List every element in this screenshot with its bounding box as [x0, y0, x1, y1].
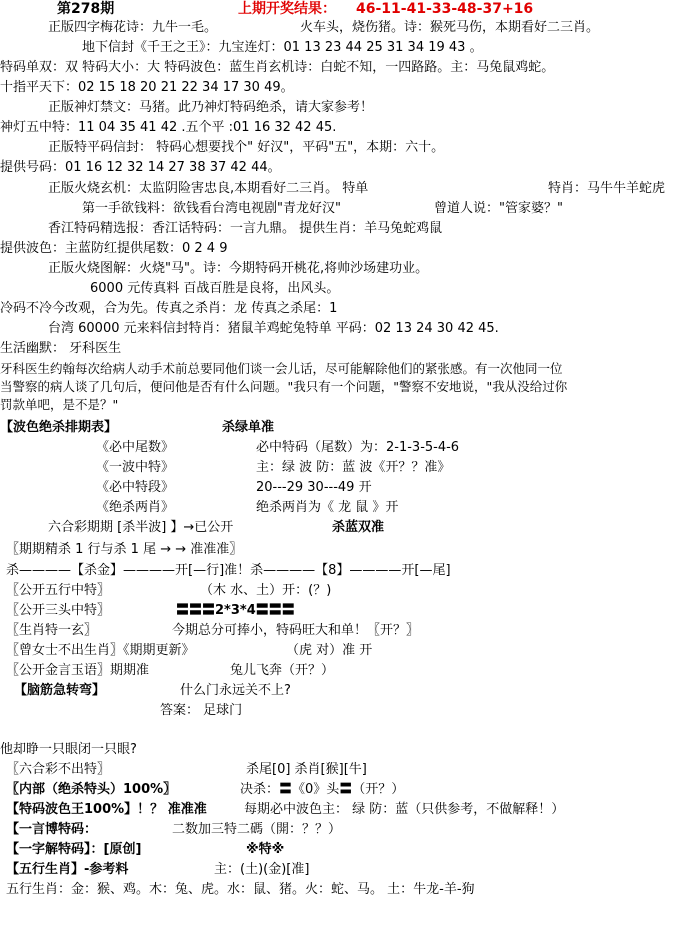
text-line: 火车头，烧伤猪。诗：猴死马伤，本期看好二三肖。 [300, 20, 600, 35]
table-cell: 〖公开三头中特〗 [6, 603, 111, 618]
text-line: 五行生肖：金：猴、鸡。木：兔、虎。水：鼠、猪。火：蛇、马。 土：牛龙-羊-狗 [6, 882, 475, 897]
result-numbers: 46-11-41-33-48-37+16 [356, 1, 534, 17]
result-label: 上期开奖结果： [238, 1, 336, 17]
text-line: 正版火烧玄机：太监阴险害忠良,本期看好二三肖。 特单 [48, 181, 369, 196]
table-row: 〖期期精杀 1 行与杀 1 尾 → → 准准准〗 [6, 542, 243, 557]
text-line: 〖内部（绝杀特头）100%〗 [6, 782, 177, 797]
table-cell: 《一波中特》 [96, 460, 175, 475]
text-line: 地下信封《千王之王》：九宝连灯：01 13 23 44 25 31 34 19 43 。 [82, 40, 483, 55]
table-cell: 《必中尾数》 [96, 440, 175, 455]
text-line: 【五行生肖】-参考料 [6, 862, 129, 877]
text-line: 生活幽默： 牙科医生 [0, 341, 122, 356]
table-cell: 【脑筋急转弯】 [14, 683, 106, 698]
text-line: 二数加三特二碼（開：？？） [172, 822, 342, 837]
issue-number: 第278期 [57, 1, 115, 17]
text-line: 神灯五中特：11 04 35 41 42 .五个平 :01 16 32 42 45. [0, 120, 337, 135]
text-line: 【一字解特码】：[原创] [6, 842, 142, 857]
table-cell: 兔儿飞奔（开？） [230, 663, 335, 678]
text-line: 主：(土)(金)[准] [214, 862, 310, 877]
table-cell: 六合彩期期 [杀半波] 】→已公开 [48, 520, 234, 535]
text-line: 提供号码：01 16 12 32 14 27 38 37 42 44。 [0, 160, 281, 175]
text-line: 特肖：马牛牛羊蛇虎 [548, 181, 666, 196]
text-line: 〖六合彩不出特〗 [6, 762, 111, 777]
table-cell: 《绝杀两肖》 [96, 500, 175, 515]
text-line: 台湾 60000 元来料信封特肖：猪鼠羊鸡蛇兔特单 平码：02 13 24 30 42 45. [48, 321, 499, 336]
text-line: 冷码不冷今改观，合为先。传真之杀肖：龙 传真之杀尾：1 [0, 301, 338, 316]
text-line: 正版火烧图解：火烧"马"。诗：今期特码开桃花,将帅沙场建功业。 [48, 261, 429, 276]
table-title: 【波色绝杀排期表】 [0, 420, 118, 435]
table-cell: 答案： 足球门 [160, 703, 243, 718]
text-line: 曾道人说："管家婆？" [434, 201, 563, 216]
table-cell: 《必中特段》 [96, 480, 175, 495]
table-row: 杀————【杀金】————开[—行]准！杀————【8】————开[—尾] [6, 563, 451, 578]
table-cell: 20---29 30---49 开 [256, 480, 372, 495]
text-line: 决杀：〓《0》头〓（开？） [240, 782, 405, 797]
table-cell: 必中特码（尾数）为：2-1-3-5-4-6 [256, 440, 460, 455]
text-line: 每期必中波色主： 绿 防：蓝（只供参考，不做解释！） [244, 802, 565, 817]
table-cell: （虎 对）准 开 [286, 643, 373, 658]
text-line: 6000 元传真料 百战百胜是良将，出风头。 [90, 281, 340, 296]
table-cell: 什么门永远关不上? [180, 683, 291, 698]
table-cell: 杀蓝双准 [332, 520, 385, 535]
paragraph-line: 牙科医生约翰每次给病人动手术前总要同他们谈一会儿话，尽可能解除他们的紧张感。有一次他同一位 [0, 361, 563, 376]
table-cell: 〖生肖特一玄〗 [6, 623, 98, 638]
text-line: ※特※ [246, 842, 285, 857]
table-cell: 〖公开金言玉语〗期期准 [6, 663, 150, 678]
text-line: 正版四字梅花诗：九牛一毛。 [48, 20, 218, 35]
text-line: 【一言博特码： [6, 822, 98, 837]
table-cell: 绝杀两肖为《 龙 鼠 》开 [256, 500, 399, 515]
text-line: 他却睁一只眼闭一只眼? [0, 742, 137, 757]
table-cell: 〖公开五行中特〗 [6, 583, 111, 598]
text-line: 【特码波色王100%】！？ 准准准 [6, 802, 207, 817]
paragraph-line: 当警察的病人谈了几句后，便问他是否有什么问题。"我只有一个问题，"警察不安地说，"我从没给过你 [0, 379, 568, 394]
table-cell: 今期总分可捧小，特码旺大和单！〖开？〗 [172, 623, 420, 638]
table-cell: （木 水、土）开：(？) [200, 583, 332, 598]
text-line: 正版神灯禁文：马猪。此乃神灯特码绝杀，请大家参考！ [48, 100, 374, 115]
text-line: 十指平天下：02 15 18 20 21 22 34 17 30 49。 [0, 80, 294, 95]
text-line: 香江特码精选报：香江话特码：一言九鼎。 提供生肖：羊马兔蛇鸡鼠 [48, 221, 443, 236]
text-line: 正版特平码信封： 特码心想要找个" 好汉"，平码"五"，本期：六十。 [48, 140, 445, 155]
text-line: 第一手欲钱料：欲钱看台湾电视剧"青龙好汉" [82, 201, 341, 216]
table-cell: 〖曾女士不出生肖〗《期期更新》 [6, 643, 195, 658]
text-line: 杀尾[0] 杀肖[猴][牛] [246, 762, 367, 777]
text-line: 提供波色：主蓝防红提供尾数：0 2 4 9 [0, 241, 228, 256]
table-cell: 主：绿 波 防：蓝 波《开？？准》 [256, 460, 451, 475]
text-line: 特码单双：双 特码大小：大 特码波色：蓝生肖玄机诗：白蛇不知，一四路路。主：马兔鼠鸡蛇。 [0, 60, 555, 75]
paragraph-line: 罚款单吧，是不是？" [0, 397, 119, 412]
table-cell: 〓〓〓2*3*4〓〓〓 [176, 603, 295, 618]
table-title-2: 杀绿单准 [222, 420, 275, 435]
